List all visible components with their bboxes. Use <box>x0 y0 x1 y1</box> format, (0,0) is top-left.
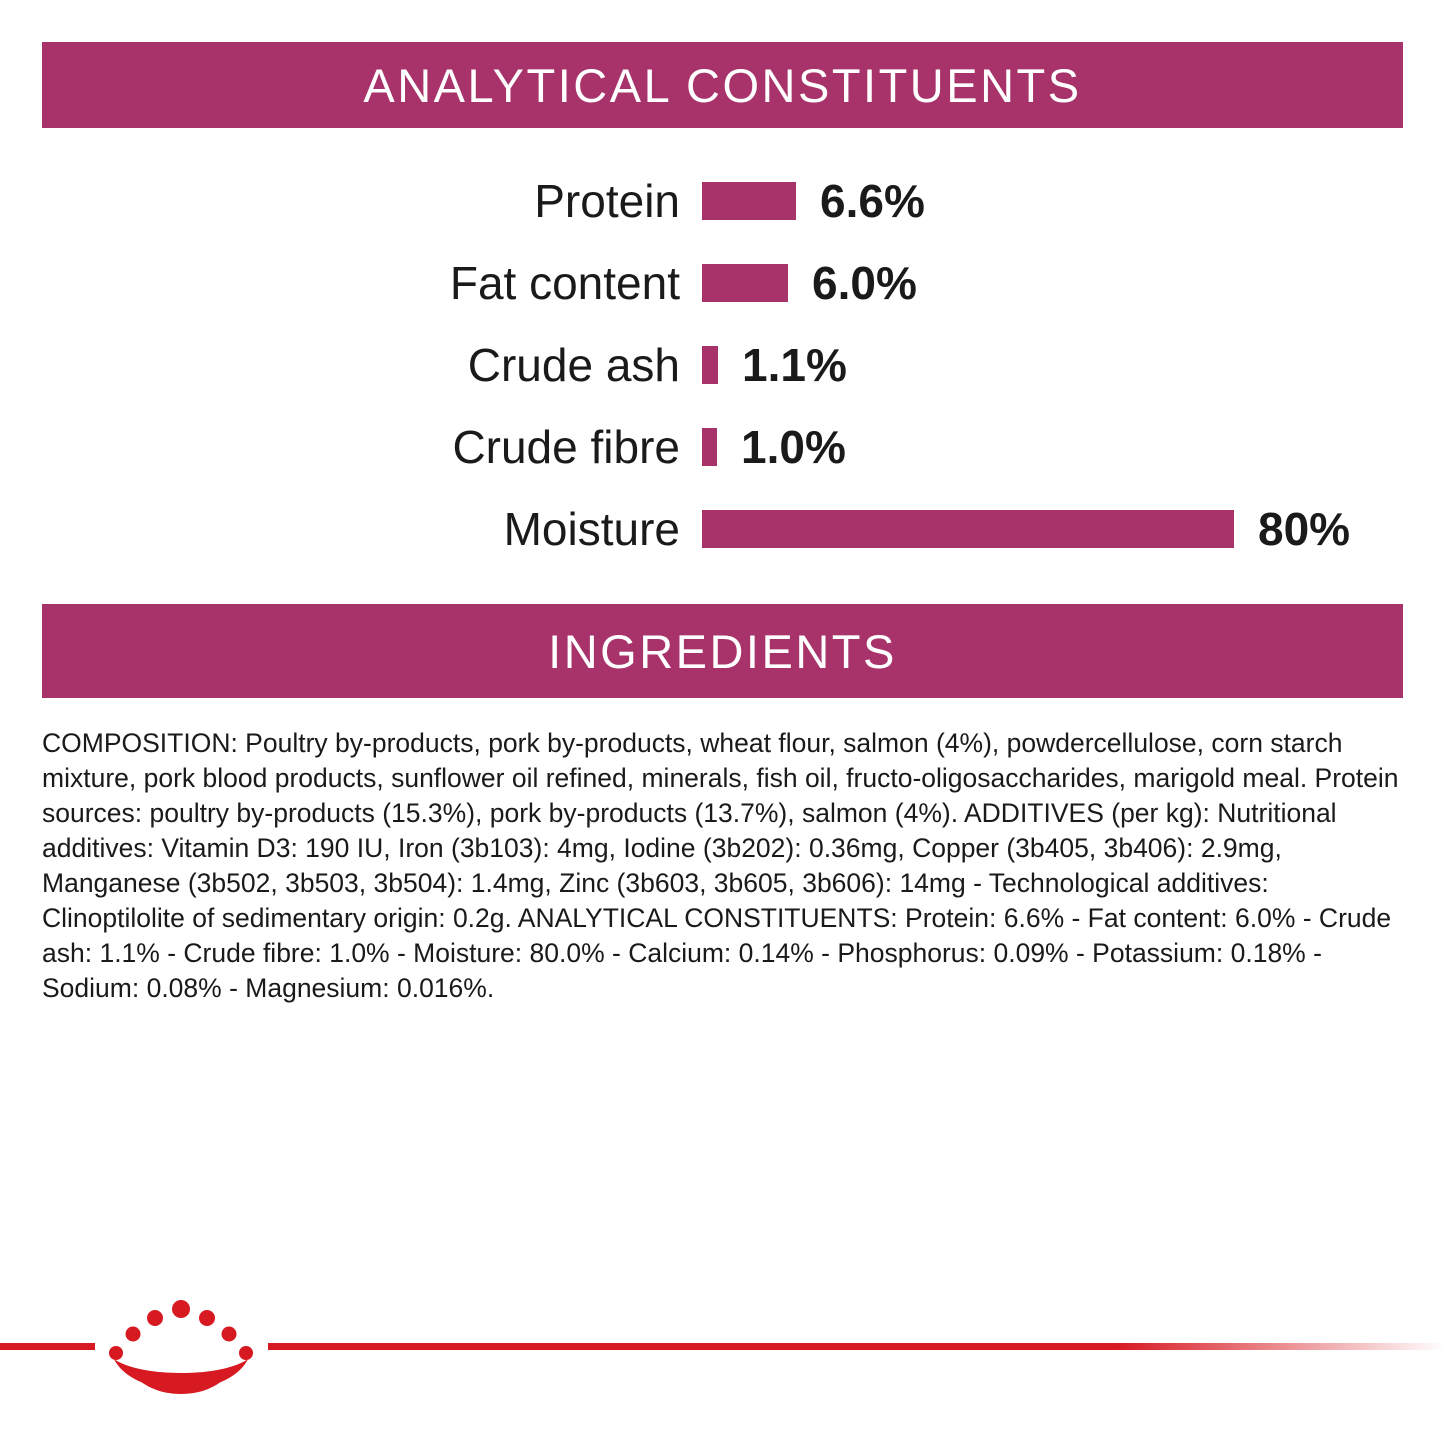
constituent-row <box>42 488 1403 570</box>
constituent-bar-wrap <box>702 502 1350 556</box>
constituent-value: 6.6% <box>820 175 925 227</box>
constituent-value: 1.1% <box>742 339 847 391</box>
section-header-ingredients <box>42 604 1403 698</box>
constituent-bar-wrap <box>702 174 925 228</box>
constituent-label: Fat content <box>449 257 680 309</box>
footer <box>0 1285 1445 1405</box>
constituent-row <box>42 242 1403 324</box>
footer-rule-right <box>268 1343 1445 1350</box>
constituent-row <box>42 324 1403 406</box>
ingredients-body-text: COMPOSITION: Poultry by-products, pork by-products, wheat flour, salmon (4%), powdercellulose, corn starch mixture, pork blood products, sunflower oil refined, minerals, fish oil, fructo-oligosaccharides, marigold meal. Protein sources: poultry by-products (15.3%), pork by-products (13.7%), salmon (4%). ADDITIVES (per kg): Nutritional additives: Vitamin D3: 190 IU, Iron (3b103): 4mg, Iodine (3b202): 0.36mg, Copper (3b405, 3b406): 2.9mg, Manganese (3b502, 3b503, 3b504): 1.4mg, Zinc (3b603, 3b605, 3b606): 14mg - Technological additives: Clinoptilolite of sedimentary origin: 0.2g. ANALYTICAL CONSTITUENTS: Protein: 6.6% - Fat content: 6.0% - Crude ash: 1.1% - Crude fibre: 1.0% - Moisture: 80.0% - Calcium: 0.14% - Phosphorus: 0.09% - Potassium: 0.18% - Sodium: 0.08% - Magnesium: 0.016%. <box>42 728 1399 1003</box>
footer-rule-left <box>0 1343 95 1350</box>
constituent-bar <box>702 182 796 220</box>
constituent-value: 80% <box>1258 503 1351 555</box>
section-title-text: ANALYTICAL CONSTITUENTS <box>363 58 1082 112</box>
constituent-row <box>42 160 1403 242</box>
constituent-row <box>42 406 1403 488</box>
constituent-value: 6.0% <box>812 257 917 309</box>
constituent-label: Crude ash <box>467 339 680 391</box>
constituent-bar <box>702 264 788 302</box>
analytical-constituents-chart <box>42 160 1403 570</box>
constituent-bar <box>702 510 1234 548</box>
constituent-bar-wrap <box>702 420 846 474</box>
constituent-bar <box>702 346 718 384</box>
constituent-label: Crude fibre <box>452 421 680 473</box>
constituent-label: Protein <box>534 175 680 227</box>
constituent-bar-wrap <box>702 338 847 392</box>
royal-canin-crown-icon <box>96 1293 266 1403</box>
section-header-analytical-constituents <box>42 42 1403 128</box>
constituent-bar-wrap <box>702 256 917 310</box>
constituent-value: 1.0% <box>741 421 846 473</box>
section-title-text: INGREDIENTS <box>548 624 897 678</box>
constituent-bar <box>702 428 717 466</box>
constituent-label: Moisture <box>503 503 680 555</box>
